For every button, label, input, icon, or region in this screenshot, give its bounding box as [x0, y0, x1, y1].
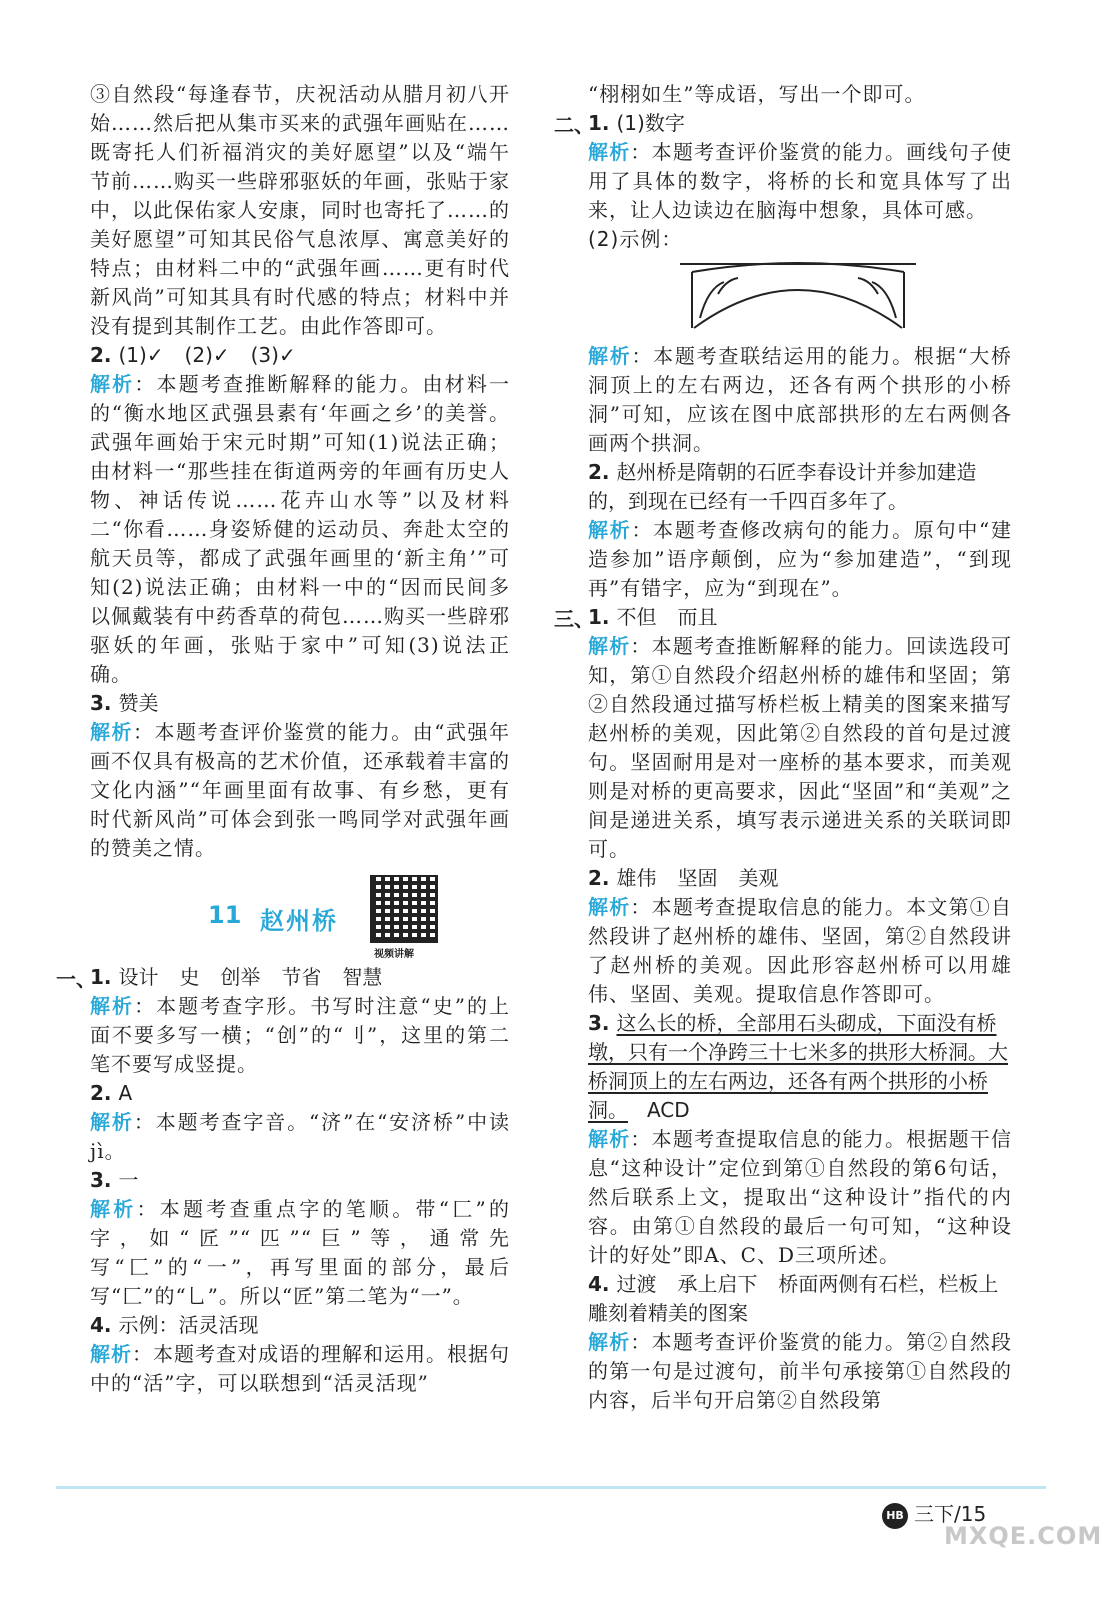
section-number: 二、 [554, 113, 594, 137]
answer-s1-q3: 3. 一 [90, 1168, 139, 1192]
explanation: 解析：本题考查推断解释的能力。回读选段可知，第①自然段介绍赵州桥的雄伟和坚固；第②自然段通过描写桥栏板上精美的图案来描写赵州桥的美观，因此第②自然段的首句是过渡句。坚固耐用是对一座桥的基本要求，而美观则是对桥的更高要求，因此“坚固”和“美观”之间是递进关系，填写表示递进关系的关联词即可。 [588, 634, 1013, 861]
explanation: 解析：本题考查评价鉴赏的能力。第②自然段的第一句是过渡句，前半句承接第①自然段的内容，后半句开启第②自然段第 [588, 1330, 1013, 1412]
watermark: MXQE.COM [944, 1522, 1103, 1550]
jiexi-label: 解析 [90, 1197, 137, 1221]
answer-s1-q4: 4. 示例：活灵活现 [90, 1313, 259, 1337]
answer-s1-q1: 1. 设计 史 创举 节省 智慧 [90, 965, 383, 989]
section-two [554, 109, 1012, 138]
left-column [56, 80, 511, 1398]
section-number: 一、 [56, 967, 96, 991]
page-number: 三下/15 [914, 1502, 987, 1526]
explanation: 解析：本题考查修改病句的能力。原句中“建造参加”语序颠倒，应为“参加建造”，“到现再”有错字，应为“到现在”。 [588, 518, 1012, 600]
lesson-heading [90, 863, 510, 963]
jiexi-label: 解析 [588, 140, 631, 164]
jiexi-label: 解析 [90, 720, 134, 744]
jiexi-label: 解析 [588, 1127, 631, 1151]
lesson-number: 11 [208, 901, 242, 929]
answer-s3-q1: 1. 不但 而且 [588, 605, 718, 629]
small-arch-right-2 [858, 278, 878, 294]
paragraph: “栩栩如生”等成语，写出一个即可。 [588, 82, 926, 106]
qr-code-icon[interactable] [370, 875, 438, 943]
example-label: (2)示例： [588, 227, 683, 251]
answer-s3-q4: 4. 过渡 承上启下 桥面两侧有石栏，栏板上雕刻着精美的图案 [588, 1272, 999, 1325]
jiexi-label: 解析 [90, 372, 135, 396]
answer-s1-q2: 2. A [90, 1081, 133, 1105]
jiexi-label: 解析 [588, 344, 632, 368]
answer-s3-q3: 3. 这么长的桥，全部用石头砌成，下面没有桥墩，只有一个净跨三十七米多的拱形大桥洞。大桥洞顶上的左右两边，还各有两个拱形的小桥洞。 ACD [588, 1011, 1008, 1122]
underlined-sentence: 这么长的桥，全部用石头砌成，下面没有桥墩，只有一个净跨三十七米多的拱形大桥洞。大桥洞顶上的左右两边，还各有两个拱形的小桥洞。 [588, 1011, 1008, 1122]
footer-divider [56, 1486, 1046, 1489]
paragraph: ③自然段“每逢春节，庆祝活动从腊月初八开始……然后把从集市买来的武强年画贴在……既寄托人们祈福消灾的美好愿望”以及“端午节前……购买一些辟邪驱妖的年画，张贴于家中，以此保佑家人安康，同时也寄托了……的美好愿望”可知其民俗气息浓厚、寓意美好的特点；由材料二中的“武强年画……更有时代新风尚”可知其具有时代感的特点；材料中并没有提到其制作工艺。由此作答即可。 [90, 82, 510, 338]
jiexi-label: 解析 [588, 895, 631, 919]
section-number: 三、 [554, 607, 594, 631]
qr-label: 视频讲解 [374, 949, 414, 960]
right-column [554, 80, 1013, 1415]
hb-badge-icon: HB [882, 1503, 908, 1529]
explanation: 解析：本题考查提取信息的能力。本文第①自然段讲了赵州桥的雄伟、坚固，第②自然段讲了赵州桥的美观。因此形容赵州桥可以用雄伟、坚固、美观。提取信息作答即可。 [588, 895, 1013, 1006]
answer-s3-q2: 2. 雄伟 坚固 美观 [588, 866, 779, 890]
explanation: 解析：本题考查评价鉴赏的能力。画线句子使用了具体的数字，将桥的长和宽具体写了出来，让人边读边在脑海中想象，具体可感。 [588, 140, 1013, 222]
jiexi-label: 解析 [90, 1110, 134, 1134]
bridge-main-arch [694, 290, 902, 328]
answer-s2-q1: 1. (1)数字 [588, 111, 685, 135]
explanation: 解析：本题考查推断解释的能力。由材料一的“衡水地区武强县素有‘年画之乡’的美誉。武强年画始于宋元时期”可知(1)说法正确；由材料一“那些挂在街道两旁的年画有历史人物、神话传说……花卉山水等”以及材料二“你看……身姿矫健的运动员、奔赴太空的航天员等，都成了武强年画里的‘新主角’”可知(2)说法正确；由材料一中的“因而民间多以佩戴装有中药香草的荷包……购买一些辟邪驱妖的年画，张贴于家中”可知(3)说法正确。 [90, 372, 511, 686]
section-three [554, 603, 1012, 632]
section-one [56, 963, 510, 992]
small-arch-left-1 [700, 282, 724, 318]
answer-q3: 3. 赞美 [90, 691, 159, 715]
lesson-title: 赵州桥 [260, 907, 338, 935]
small-arch-left-2 [718, 278, 738, 294]
jiexi-label: 解析 [90, 1342, 132, 1366]
explanation: 解析：本题考查联结运用的能力。根据“大桥洞顶上的左右两边，还各有两个拱形的小桥洞”可知，应该在图中底部拱形的左右两侧各画两个拱洞。 [588, 344, 1012, 455]
explanation: 解析：本题考查重点字的笔顺。带“匚”的字，如“匠”“匹”“巨”等，通常先写“匚”的“一”，再写里面的部分，最后写“匚”的“乚”。所以“匠”第二笔为“一”。 [90, 1197, 511, 1308]
explanation: 解析：本题考查字形。书写时注意“史”的上面不要多写一横；“创”的“刂”，这里的第二笔不要写成竖提。 [90, 994, 511, 1076]
jiexi-label: 解析 [588, 518, 632, 542]
bridge-drawing [678, 260, 918, 332]
answer-s2-q2: 2. 赵州桥是隋朝的石匠李春设计并参加建造的，到现在已经有一千四百多年了。 [588, 460, 977, 513]
explanation: 解析：本题考查提取信息的能力。根据题干信息“这种设计”定位到第①自然段的第6句话，然后联系上文，提取出“这种设计”指代的内容。由第①自然段的最后一句可知，“这种设计的好处”即A、C、D三项所述。 [588, 1127, 1013, 1267]
jiexi-label: 解析 [588, 634, 631, 658]
explanation: 解析：本题考查字音。“济”在“安济桥”中读 jì。 [90, 1110, 510, 1163]
small-arch-right-1 [872, 282, 896, 318]
explanation: 解析：本题考查评价鉴赏的能力。由“武强年画不仅具有极高的艺术价值，还承载着丰富的文化内涵”“年画里面有故事、有乡愁，更有时代新风尚”可体会到张一鸣同学对武强年画的赞美之情。 [90, 720, 510, 860]
explanation: 解析：本题考查对成语的理解和运用。根据句中的“活”字，可以联想到“活灵活现” [90, 1342, 510, 1395]
answer-q2: 2. (1)✓ (2)✓ (3)✓ [90, 343, 296, 367]
jiexi-label: 解析 [90, 994, 135, 1018]
jiexi-label: 解析 [588, 1330, 631, 1354]
